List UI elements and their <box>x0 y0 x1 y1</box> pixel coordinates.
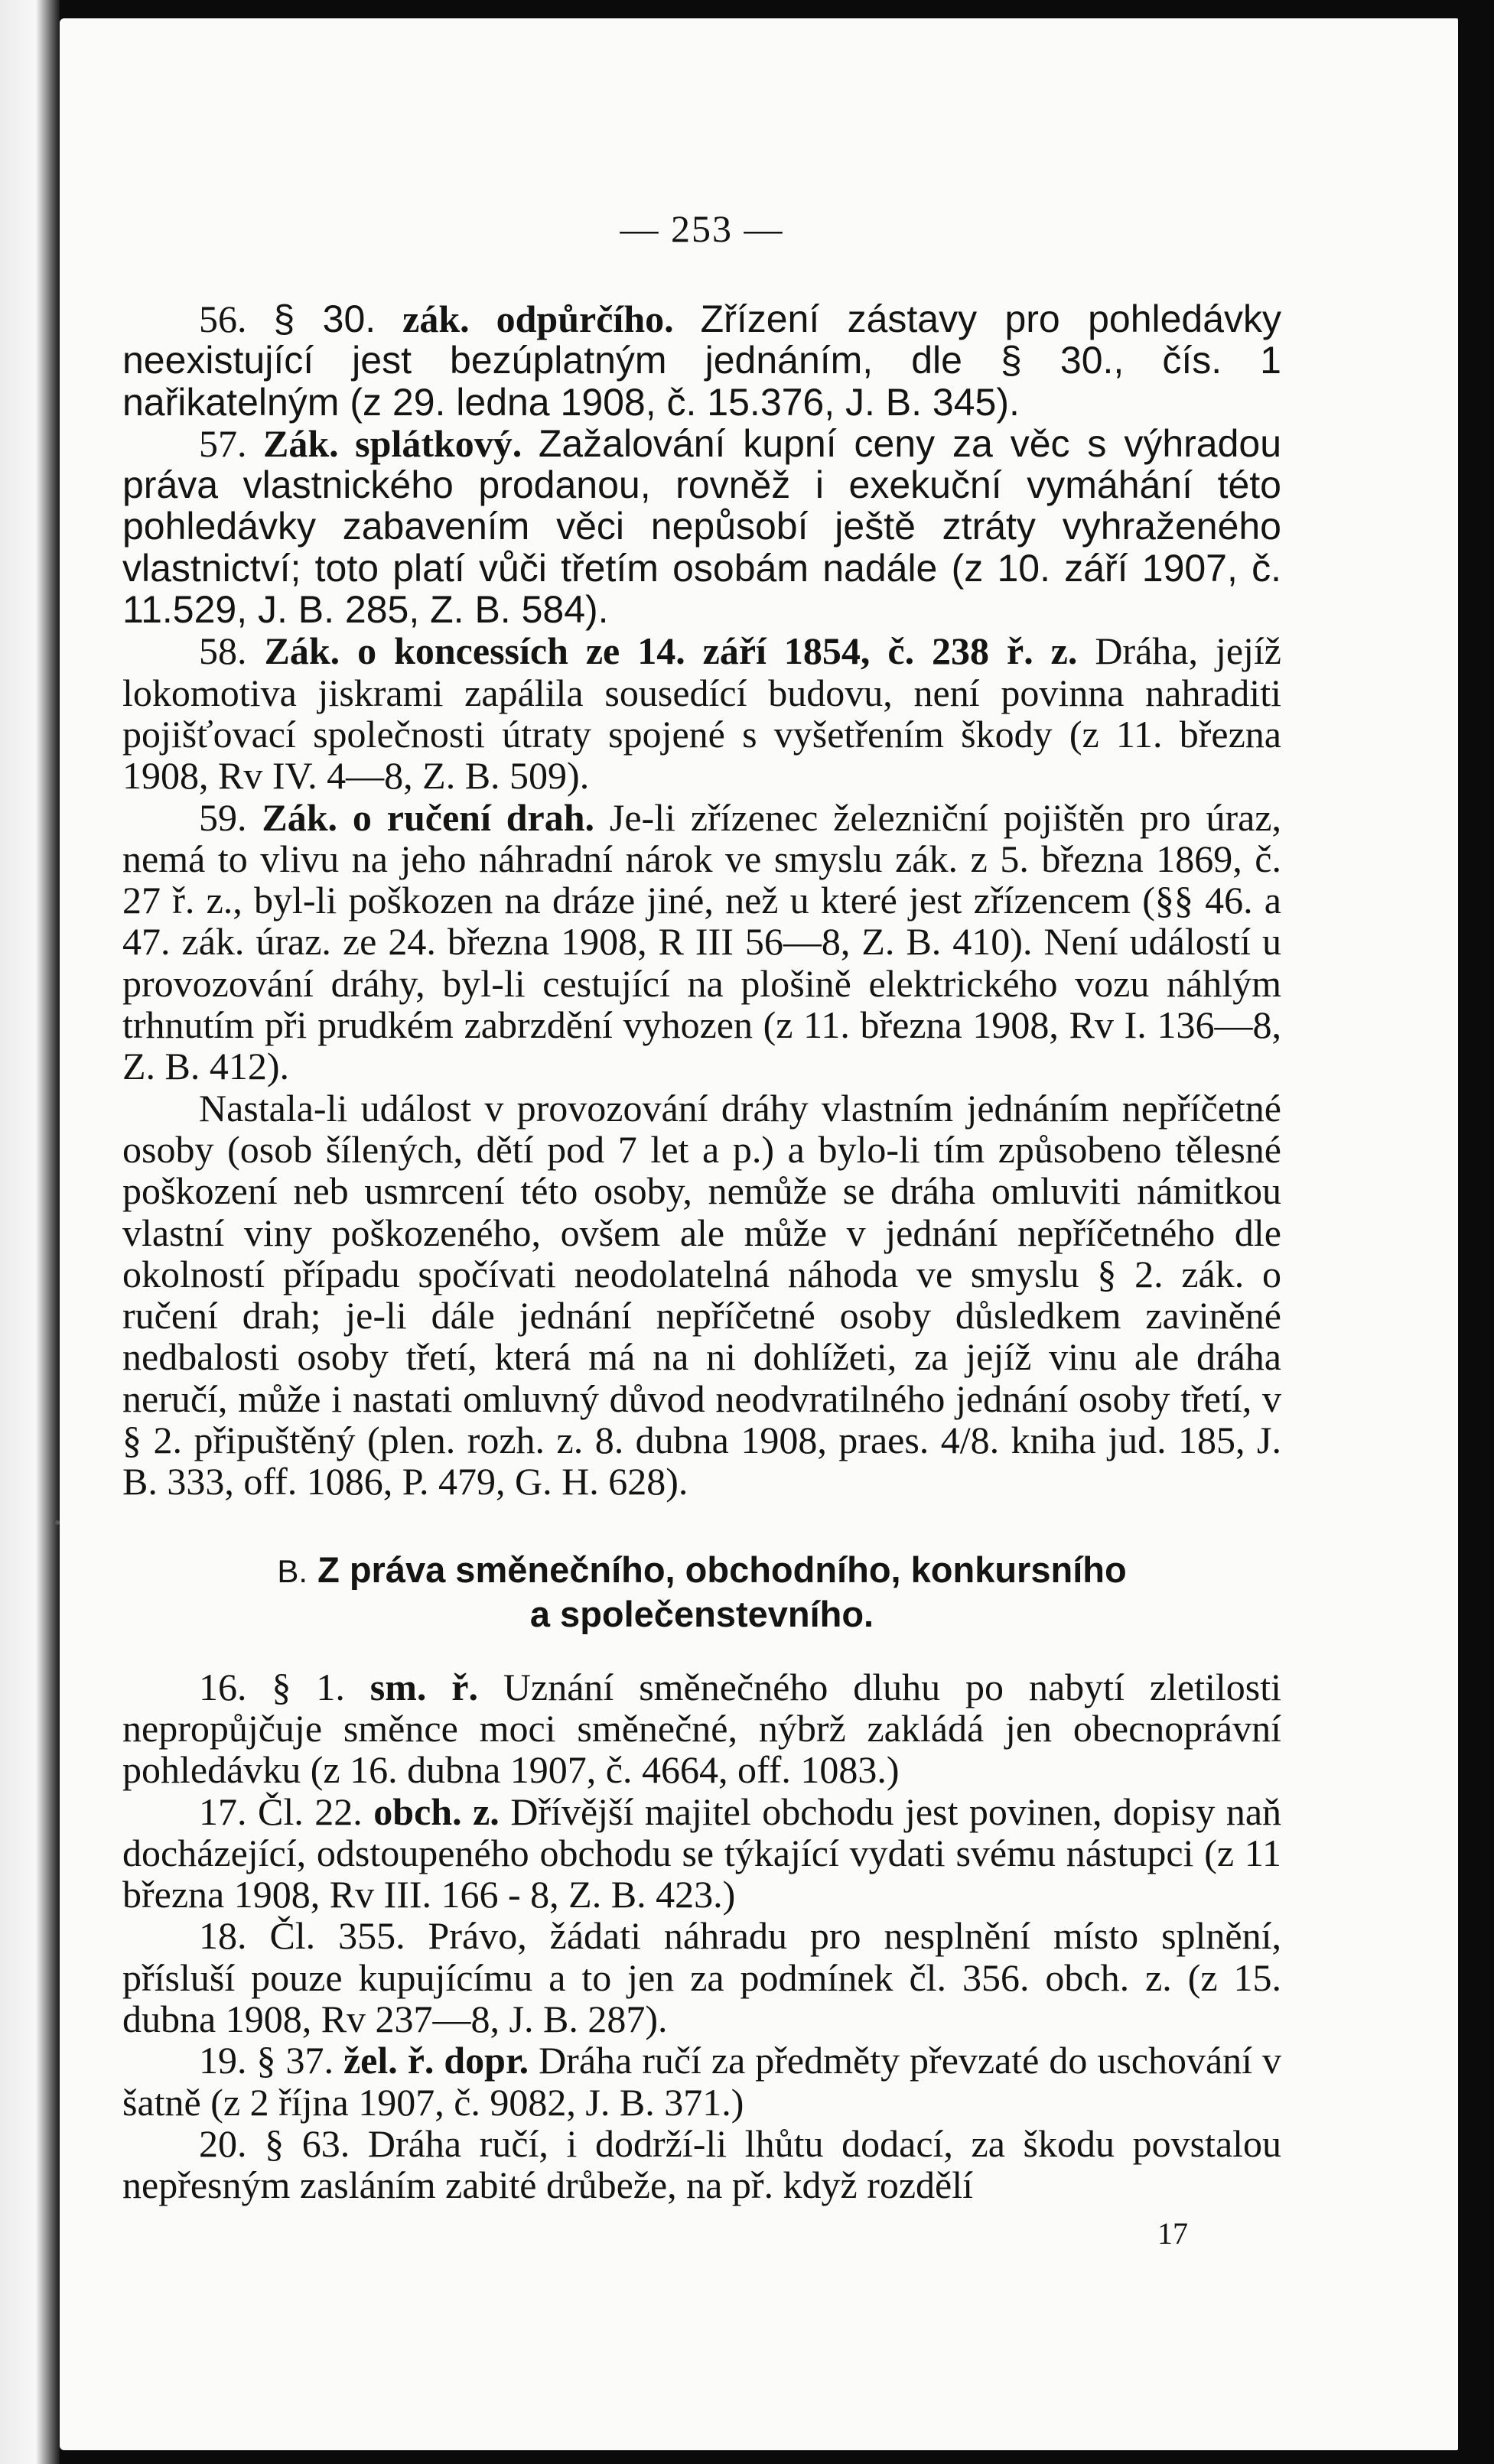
entry-act: Zák. o ručení drah. <box>262 795 595 839</box>
entry-16 <box>122 1666 1281 1791</box>
entry-text: Dráha ručí za předměty převzaté do uschování v šatně (z 2 října 1907, č. 9082, J. B. 371.) <box>122 2039 1282 2124</box>
entry-number: 57. <box>199 421 247 465</box>
entry-number: 20. <box>199 2121 247 2165</box>
entry-57 <box>122 423 1281 630</box>
entry-number: 59. <box>199 795 247 839</box>
page-left-edge <box>0 0 60 2464</box>
section-b-heading <box>122 1549 1281 1636</box>
entry-act: zák. odpůrčího. <box>402 297 674 340</box>
section-title-text: Z práva směnečního, obchodního, konkursního <box>317 1549 1127 1590</box>
entry-text: Dráha, jejíž lokomotiva jiskrami zapálila sousedící budovu, není povinna nahraditi pojišťovací společnosti útraty spojené s vyšetřením škody (z 11. března 1908, Rv IV. 4—8, Z. B. 509). <box>122 629 1281 798</box>
stray-ink-dot <box>55 1520 60 1525</box>
entry-number: 19. <box>199 2039 247 2082</box>
entry-act: Zák. splátkový. <box>263 421 522 465</box>
entry-number: 56. <box>199 297 247 340</box>
entry-59-continuation: Nastala-li událost v provozování dráhy vlastním jednáním nepříčetné osoby (osob šílených, dětí pod 7 let a p.) a bylo-li tím způsobeno tělesné poškození neb usmrcení této osoby, nemůže se dráha omluviti námitkou vlastní viny poškozeného, ovšem ale může v jednání nepříčetného dle okolností případu spočívati neodolatelná náhoda ve smyslu § 2. zák. o ručení drah; je-li dále jednání nepříčetné osoby důsledkem zaviněné nedbalosti osoby třetí, která má na ni dohlížeti, za jejíž vinu ale dráha neručí, může i nastati omluvný důvod neodvratilného jednání osoby třetí, v § 2. připuštěný (plen. rozh. z. 8. dubna 1908, praes. 4/8. kniha jud. 185, J. B. 333, off. 1086, P. 479, G. H. 628). <box>122 1086 1281 1503</box>
entry-18 <box>122 1915 1281 2040</box>
entry-act: žel. ř. dopr. <box>343 2039 529 2082</box>
entry-number: 17. <box>199 1789 247 1833</box>
entry-59 <box>122 797 1281 1087</box>
entry-act: obch. z. <box>373 1789 500 1833</box>
entry-number: 16. <box>199 1665 247 1708</box>
entry-17 <box>122 1791 1281 1916</box>
entry-act: sm. ř. <box>369 1665 478 1708</box>
entry-56 <box>122 298 1281 423</box>
entry-reference: § 63. <box>265 2121 350 2165</box>
page-number: — 253 — <box>620 207 784 250</box>
entry-reference: Čl. 22. <box>258 1789 363 1833</box>
printer-signature: 17 <box>1157 2216 1188 2251</box>
entry-20 <box>122 2123 1281 2206</box>
entry-text: Dřívější majitel obchodu jest povinen, dopisy naň docházející, odstoupeného obchodu se týkající vydati svému nástupci (z 11 března 1908, Rv III. 166 - 8, Z. B. 423.) <box>122 1789 1282 1916</box>
section-b-title-line2: a společenstevního. <box>529 1593 874 1634</box>
entry-number: 58. <box>199 629 247 673</box>
section-letter: B. <box>277 1552 308 1589</box>
entry-58 <box>122 630 1281 796</box>
entry-reference: Čl. 355. <box>269 1914 405 1958</box>
entry-text: Zažalování kupní ceny za věc s výhradou práva vlastnického prodanou, rovněž i exekuční vymáhání této pohledávky zabavením věci nepůsobí ještě ztráty vyhraženého vlastnictví; toto platí vůči třetím osobám nadále (z 10. září 1907, č. 11.529, J. B. 285, Z. B. 584). <box>122 421 1282 632</box>
entry-text: Právo, žádati náhradu pro nesplnění místo splnění, přísluší pouze kupujícímu a to jen za podmínek čl. 356. obch. z. (z 15. dubna 1908, Rv 237—8, J. B. 287). <box>122 1914 1282 2040</box>
page-content <box>122 206 1281 2206</box>
entry-number: 18. <box>199 1914 247 1958</box>
entry-reference: § 30. <box>273 297 376 340</box>
section-b-title-line1 <box>122 1549 1281 1593</box>
entry-act: Zák. o koncessích ze 14. září 1854, č. 238 ř. z. <box>264 629 1078 673</box>
entry-text: Uznání směnečného dluhu po nabytí zletilosti nepropůjčuje směnce moci směnečné, nýbrž zakládá jen obecnoprávní pohledávku (z 16. dubna 1907, č. 4664, off. 1083.) <box>122 1665 1282 1792</box>
entry-reference: § 37. <box>256 2039 334 2082</box>
entry-reference: § 1. <box>272 1665 345 1708</box>
entry-text: Zřízení zástavy pro pohledávky neexistující jest bezúplatným jednáním, dle § 30., čís. 1 nařikatelným (z 29. ledna 1908, č. 15.376, J. B. 345). <box>122 297 1282 424</box>
entry-text: Je-li zřízenec železniční pojištěn pro úraz, nemá to vlivu na jeho náhradní nárok ve smyslu zák. z 5. března 1869, č. 27 ř. z., byl-li poškozen na dráze jiné, než u které jest zřízencem (§§ 46. a 47. zák. úraz. ze 24. března 1908, R III 56—8, Z. B. 410). Není událostí u provozování dráhy, byl-li cestující na plošině elektrického vozu náhlým trhnutím při prudkém zabrzdění vyhozen (z 11. března 1908, Rv I. 136—8, Z. B. 412). <box>122 795 1281 1088</box>
entry-19 <box>122 2040 1281 2123</box>
entry-text: Dráha ručí, i dodrží-li lhůtu dodací, za škodu povstalou nepřesným zasláním zabité drůbeže, na př. když rozdělí <box>122 2121 1282 2207</box>
